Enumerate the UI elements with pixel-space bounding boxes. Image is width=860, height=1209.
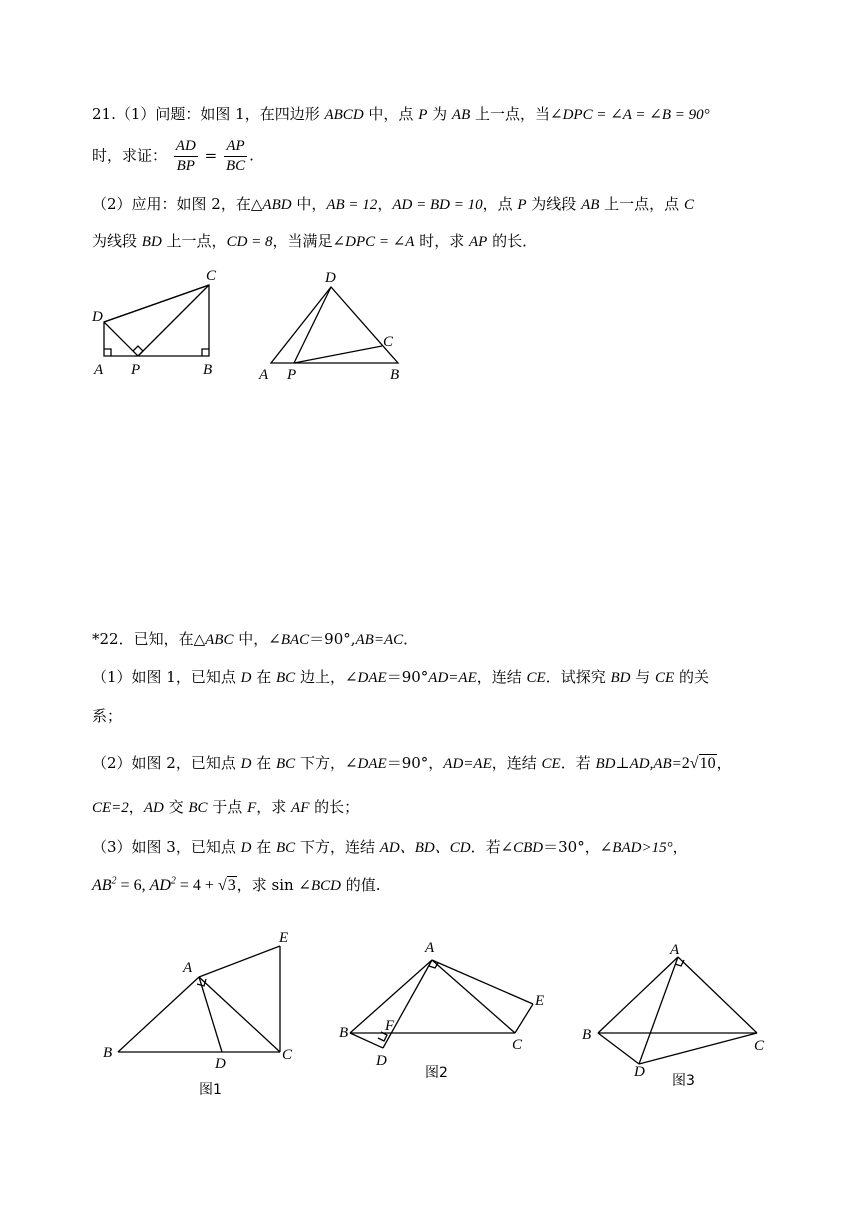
caption-fig3: 图3 bbox=[672, 1073, 695, 1089]
label-e: E bbox=[535, 993, 545, 1009]
q22-text: （3）如图 3，已知点 bbox=[92, 838, 241, 856]
segment: AF bbox=[291, 800, 310, 816]
q22-text: 在 bbox=[251, 754, 277, 772]
q21-point: P bbox=[418, 107, 428, 123]
label-c: C bbox=[383, 334, 394, 350]
label-b: B bbox=[390, 367, 400, 383]
exponent: 2 bbox=[170, 875, 176, 887]
label-c: C bbox=[754, 1038, 765, 1054]
q22-text: ．若∠ bbox=[470, 838, 514, 856]
q22-text: 交 bbox=[163, 798, 189, 816]
frac-numerator: AP bbox=[224, 137, 247, 157]
segment-ae bbox=[199, 946, 280, 977]
q21-text: 的长． bbox=[487, 232, 538, 250]
point: D bbox=[240, 840, 252, 856]
q21-quad-name: ABCD bbox=[324, 107, 364, 123]
q21-angle-condition: DPC = ∠A = ∠B = 90° bbox=[562, 107, 710, 123]
triangle-name: ABD bbox=[262, 197, 292, 213]
segment-dc bbox=[639, 1033, 757, 1064]
label-a: A bbox=[425, 940, 435, 956]
segment: CE bbox=[526, 670, 546, 686]
label-a: A bbox=[94, 362, 104, 378]
q21-text: 上一点，当∠ bbox=[470, 105, 563, 123]
segment: CE bbox=[541, 756, 561, 772]
q22-text: （1）如图 1，已知点 bbox=[92, 668, 241, 686]
point: D bbox=[240, 756, 252, 772]
sqrt-expression: 2√10 bbox=[681, 755, 716, 772]
q22-text: 系； bbox=[92, 707, 123, 725]
segment-ba bbox=[118, 977, 199, 1052]
frac-denominator: BP bbox=[176, 158, 195, 174]
frac-denominator: BC bbox=[225, 158, 246, 174]
label-a: A bbox=[259, 367, 269, 383]
label-e: E bbox=[279, 930, 289, 946]
segment-list: AD、BD、CD bbox=[379, 840, 471, 856]
q21-text: 为线段 bbox=[526, 195, 582, 213]
angle-condition: DPC = ∠A bbox=[345, 234, 415, 250]
angle-name: BCD bbox=[311, 878, 341, 894]
q22-figure-1 bbox=[118, 946, 280, 1052]
label-b: B bbox=[339, 1025, 349, 1041]
segment-ae bbox=[432, 960, 533, 1004]
q22-text: 下方，∠ bbox=[295, 754, 358, 772]
q22-text: 于点 bbox=[207, 798, 248, 816]
segment: AD bbox=[143, 800, 164, 816]
q22-text: （2）如图 2，已知点 bbox=[92, 754, 241, 772]
condition: AD=AE bbox=[443, 756, 492, 772]
q21-segment: AB bbox=[581, 197, 600, 213]
q21-text: 为线段 bbox=[92, 232, 142, 250]
segment: BC bbox=[276, 840, 296, 856]
label-c: C bbox=[512, 1037, 523, 1053]
segment: BD bbox=[610, 670, 631, 686]
condition-ad-bd: AD = BD = 10 bbox=[392, 197, 483, 213]
condition: AD=AE bbox=[428, 670, 477, 686]
q22-text: ＝90° bbox=[386, 668, 429, 686]
segment-ad bbox=[639, 957, 678, 1064]
q21-text: 21.（1）问题：如图 1，在四边形 bbox=[92, 105, 325, 123]
label-d: D bbox=[92, 309, 103, 325]
radicand: 3 bbox=[227, 877, 236, 894]
q22-figure-3 bbox=[598, 957, 757, 1064]
label-f: F bbox=[385, 1018, 395, 1034]
segment-bd bbox=[598, 1033, 639, 1064]
q21-segment: BD bbox=[141, 234, 162, 250]
label-a: A bbox=[670, 942, 680, 958]
q21-text: 上一点， bbox=[161, 232, 227, 250]
condition: BD⊥AD,AB= bbox=[595, 756, 682, 772]
q22-text: ．试探究 bbox=[545, 668, 611, 686]
label-d: D bbox=[376, 1053, 387, 1069]
q22-text: ，连结 bbox=[476, 668, 527, 686]
label-a: A bbox=[183, 960, 193, 976]
segment-ba bbox=[598, 957, 678, 1033]
angle-name: BAC bbox=[280, 632, 310, 648]
q21-segment: AP bbox=[469, 234, 488, 250]
q22-text: 的关 bbox=[674, 668, 709, 686]
label-p: P bbox=[131, 362, 141, 378]
q21-text: 时，求证： bbox=[92, 146, 168, 165]
q22-text: ．若 bbox=[560, 754, 596, 772]
q21-text: 中， bbox=[291, 195, 327, 213]
q22-text: 与 bbox=[630, 668, 656, 686]
label-b: B bbox=[203, 362, 213, 378]
equation-value: = 4 + bbox=[175, 877, 218, 894]
segment: AB bbox=[92, 877, 112, 894]
equation-value: = 6, bbox=[116, 877, 150, 894]
q21-text: ，点 bbox=[482, 195, 518, 213]
triangle-name: ABC bbox=[205, 632, 234, 648]
segment: BC bbox=[276, 670, 296, 686]
segment-bd bbox=[350, 1033, 383, 1048]
q22-text: 在 bbox=[251, 668, 277, 686]
condition-ab: AB = 12 bbox=[326, 197, 378, 213]
condition: AB=AC bbox=[355, 632, 404, 648]
q21-text: 为 bbox=[427, 105, 452, 123]
condition-cd: CD = 8 bbox=[226, 234, 273, 250]
q22-text: ，连结 bbox=[491, 754, 542, 772]
q21-text: （2）应用：如图 2，在△ bbox=[92, 195, 263, 213]
q22-text: ，求 sin ∠ bbox=[236, 876, 311, 894]
segment: AD bbox=[149, 877, 171, 894]
q21-point: C bbox=[683, 197, 694, 213]
q22-text: ， bbox=[672, 838, 688, 856]
q22-text: ＝90°， bbox=[386, 754, 444, 772]
angle-name: CBD bbox=[513, 840, 544, 856]
q22-text: 在 bbox=[251, 838, 277, 856]
segment: CE bbox=[655, 670, 675, 686]
q22-text: ＝30°，∠ bbox=[543, 838, 613, 856]
point: F bbox=[247, 800, 257, 816]
q21-point: P bbox=[517, 197, 527, 213]
angle-name: DAE bbox=[357, 670, 387, 686]
angle-name: DAE bbox=[357, 756, 387, 772]
caption-fig2: 图2 bbox=[425, 1065, 448, 1081]
label-d: D bbox=[634, 1064, 645, 1080]
label-p: P bbox=[287, 367, 297, 383]
q22-text: ，求 bbox=[256, 798, 292, 816]
q22-text: ， bbox=[128, 798, 144, 816]
radicand: 10 bbox=[699, 755, 716, 772]
q22-text: 下方，连结 bbox=[295, 838, 380, 856]
label-d: D bbox=[215, 1056, 226, 1072]
segment-ac bbox=[432, 960, 515, 1033]
q22-text: 中，∠ bbox=[233, 630, 281, 648]
q21-text: 上一点，点 bbox=[599, 195, 684, 213]
segment-ad bbox=[383, 960, 432, 1048]
period: . bbox=[249, 146, 254, 165]
q22-text: ． bbox=[403, 630, 419, 648]
condition: BAD>15° bbox=[612, 840, 673, 856]
q21-text: 中，点 bbox=[363, 105, 419, 123]
q22-figure-2 bbox=[350, 960, 533, 1048]
q22-text: ， bbox=[716, 754, 732, 772]
q22-text: *22．已知，在△ bbox=[92, 630, 206, 648]
frac-numerator: AD bbox=[174, 137, 198, 157]
q21-text: ，当满足∠ bbox=[272, 232, 346, 250]
q21-text: 时，求 bbox=[414, 232, 470, 250]
q21-segment: AB bbox=[451, 107, 471, 123]
sqrt-expression: √3 bbox=[217, 877, 236, 894]
q22-text: 的长； bbox=[309, 798, 360, 816]
segment: BC bbox=[188, 800, 208, 816]
coefficient: 2 bbox=[681, 755, 690, 772]
comma: ， bbox=[377, 195, 393, 213]
condition: CE=2 bbox=[92, 800, 129, 816]
label-b: B bbox=[103, 1045, 113, 1061]
label-c: C bbox=[282, 1047, 293, 1063]
label-c: C bbox=[206, 268, 217, 284]
q22-text: ＝90°, bbox=[309, 630, 356, 648]
segment-ac bbox=[678, 957, 757, 1033]
exponent: 2 bbox=[111, 875, 117, 887]
label-d: D bbox=[325, 270, 336, 286]
label-b: B bbox=[582, 1027, 592, 1043]
caption-fig1: 图1 bbox=[199, 1082, 222, 1098]
segment-ec bbox=[515, 1004, 533, 1033]
q22-text: 边上，∠ bbox=[295, 668, 358, 686]
segment: BC bbox=[276, 756, 296, 772]
q22-text: 的值. bbox=[341, 876, 381, 894]
point: D bbox=[240, 670, 252, 686]
equals-sign: = bbox=[204, 146, 218, 165]
